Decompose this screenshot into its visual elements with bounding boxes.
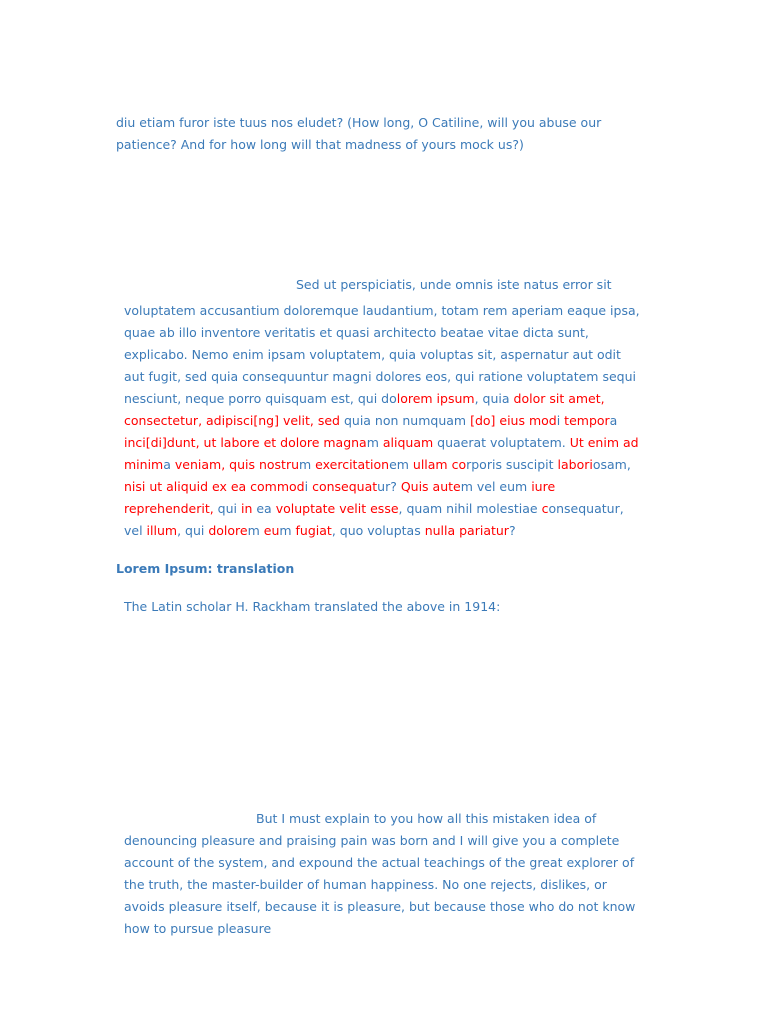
lorem-paragraph [124,274,644,542]
body-text: rporis suscipit [466,457,558,472]
highlighted-text: voluptate velit esse [275,501,399,516]
highlighted-text: illum [146,523,178,538]
highlighted-text: in [240,501,253,516]
body-text: m [279,523,296,538]
highlighted-text: nulla pariatur [424,523,509,538]
highlighted-text: dolore [208,523,248,538]
body-text: quaerat voluptatem. [433,435,570,450]
highlighted-text: iure reprehenderit, [124,479,556,516]
lorem-body [124,303,640,538]
body-text: quia non numquam [339,413,471,428]
body-text: ? [508,523,516,538]
section-subtext: The Latin scholar H. Rackham translated the above in 1914: [124,599,501,614]
body-text: i [304,479,313,494]
highlighted-text: [do] eius mod [470,413,557,428]
highlighted-text: consequat [312,479,378,494]
highlighted-text: aliquam [382,435,434,450]
highlighted-text: Quis aute [400,479,461,494]
body-text: ur? [377,479,401,494]
highlighted-text: tempor [564,413,610,428]
highlighted-text: exercitation [315,457,390,472]
section-heading: Lorem Ipsum: translation [116,561,295,576]
body-text: voluptatem accusantium doloremque laudantium, totam rem aperiam eaque ipsa, quae ab illo inventore veritatis et quasi architecto beatae vitae dicta sunt, explicabo. Nemo enim ipsam voluptatem, quia voluptas sit, aspernatur aut odit aut fugit, sed quia consequuntur magni dolores eos, qui ratione voluptatem sequi nesciunt, neque porro quisquam est, qui do [124,303,640,406]
body-text: m [299,457,316,472]
lorem-first-line: Sed ut perspiciatis, unde omnis iste natus error sit [296,277,612,292]
body-text: , quia [474,391,514,406]
body-text: a [609,413,618,428]
highlighted-text: velit, sed [282,413,340,428]
body-text: onsequatur, vel [124,501,624,538]
body-text: , quo voluptas [331,523,425,538]
body-text: m vel eum [460,479,532,494]
body-text: a [163,457,175,472]
highlighted-text: inci[di]dunt, ut labore et dolore magna [124,435,367,450]
body-text: , quam nihil molestiae [398,501,542,516]
body-text: osam, [592,457,631,472]
highlighted-text: fugiat [295,523,332,538]
highlighted-text: ullam co [412,457,467,472]
highlighted-text: dolor sit amet, consectetur, adipisci[ng] [124,391,605,428]
highlighted-text: c [541,501,549,516]
highlighted-text: lorem ipsum [396,391,475,406]
body-text: i [556,413,565,428]
highlighted-text: Ut enim ad minim [124,435,639,472]
body-text: em [389,457,413,472]
body-text: qui [213,501,241,516]
translation-text: But I must explain to you how all this mistaken idea of denouncing pleasure and praising pain was born and I will give you a complete account of the system, and expound the actual teachings of the great explorer of the truth, the master-builder of human happiness. No one rejects, dislikes, or avoids pleasure itself, because it is pleasure, but because those who do not know how to pursue pleasure [124,811,636,936]
body-text: m [366,435,383,450]
translation-paragraph [124,808,644,940]
body-text: , qui [177,523,209,538]
body-text: ea [252,501,276,516]
intro-paragraph: diu etiam furor iste tuus nos eludet? (How long, O Catiline, will you abuse our patience? And for how long will that madness of yours mock us?) [116,115,602,152]
highlighted-text: nisi ut aliquid ex ea commod [124,479,305,494]
highlighted-text: eu [263,523,280,538]
body-text: m [247,523,264,538]
highlighted-text: labori [557,457,593,472]
highlighted-text: veniam, quis nostru [174,457,300,472]
